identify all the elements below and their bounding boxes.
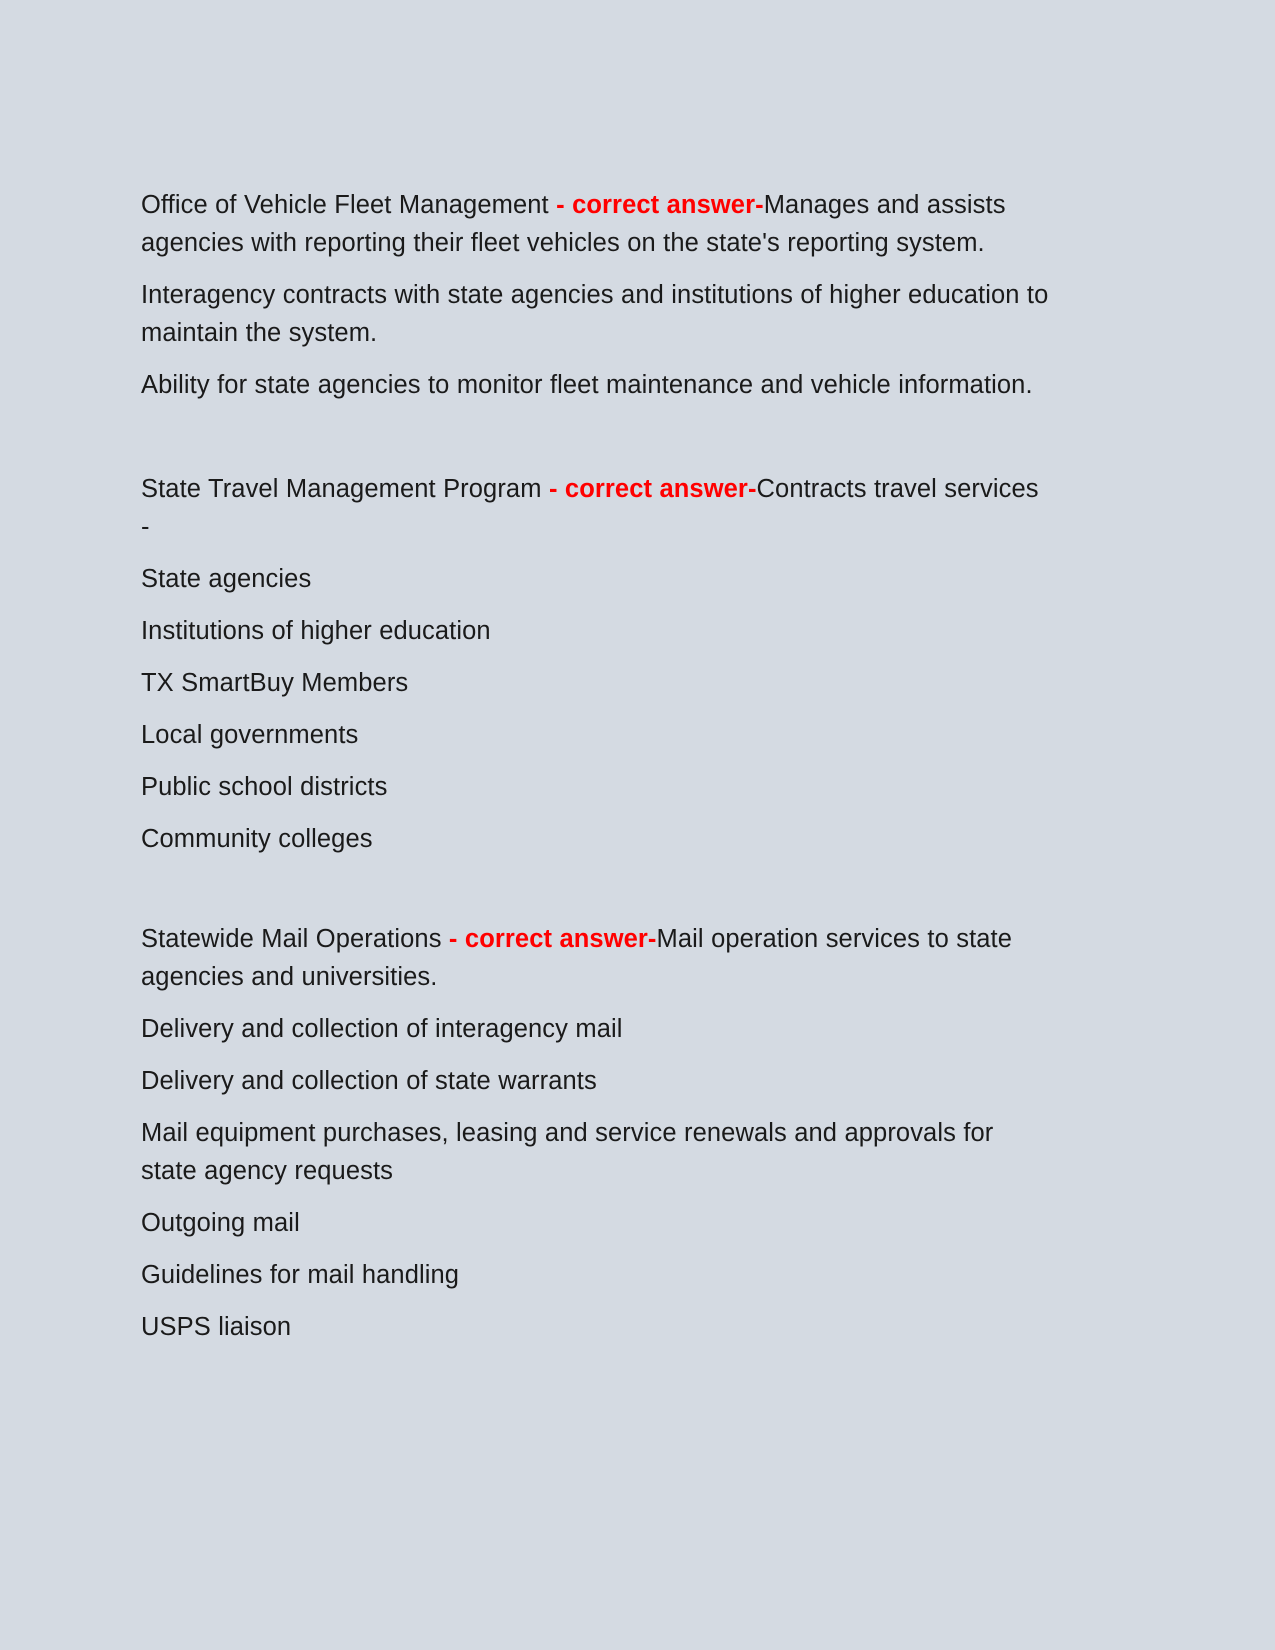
qa-entry-statewide-mail-operations — [141, 920, 1053, 996]
qa-entry-office-of-vehicle-fleet-management — [141, 186, 1053, 262]
term-label: Statewide Mail Operations — [141, 925, 442, 953]
section-spacer — [141, 872, 1053, 920]
detail-line: USPS liaison — [141, 1313, 292, 1341]
qa-entry-state-travel-management-program — [141, 470, 1053, 546]
detail-line: State agencies — [141, 565, 312, 593]
detail-line: Guidelines for mail handling — [141, 1261, 460, 1289]
definition-text: Manages and assists agencies with reporting their fleet vehicles on the state's reporting system. — [141, 191, 1006, 257]
section-spacer — [141, 418, 1053, 470]
detail-line: Outgoing mail — [141, 1209, 300, 1237]
correct-answer-marker: - correct answer- — [548, 191, 764, 219]
definition-text: Mail operation services to state agencies and universities. — [141, 925, 1013, 991]
correct-answer-marker: - correct answer- — [541, 475, 757, 503]
detail-line: Interagency contracts with state agencies and institutions of higher education to maintain the system. — [141, 281, 1049, 347]
definition-text: Contracts travel services - — [141, 475, 1039, 541]
correct-answer-marker: - correct answer- — [441, 925, 657, 953]
detail-line: Institutions of higher education — [141, 617, 491, 645]
detail-line: TX SmartBuy Members — [141, 669, 409, 697]
detail-line: Public school districts — [141, 773, 388, 801]
detail-line: Community colleges — [141, 825, 373, 853]
term-label: State Travel Management Program — [141, 475, 542, 503]
detail-line: Local governments — [141, 721, 359, 749]
detail-line: Mail equipment purchases, leasing and service renewals and approvals for state agency requests — [141, 1119, 994, 1185]
document-content — [141, 186, 1053, 1360]
detail-line: Delivery and collection of state warrants — [141, 1067, 597, 1095]
detail-line: Ability for state agencies to monitor fleet maintenance and vehicle information. — [141, 371, 1033, 399]
detail-line: Delivery and collection of interagency mail — [141, 1015, 623, 1043]
term-label: Office of Vehicle Fleet Management — [141, 191, 549, 219]
